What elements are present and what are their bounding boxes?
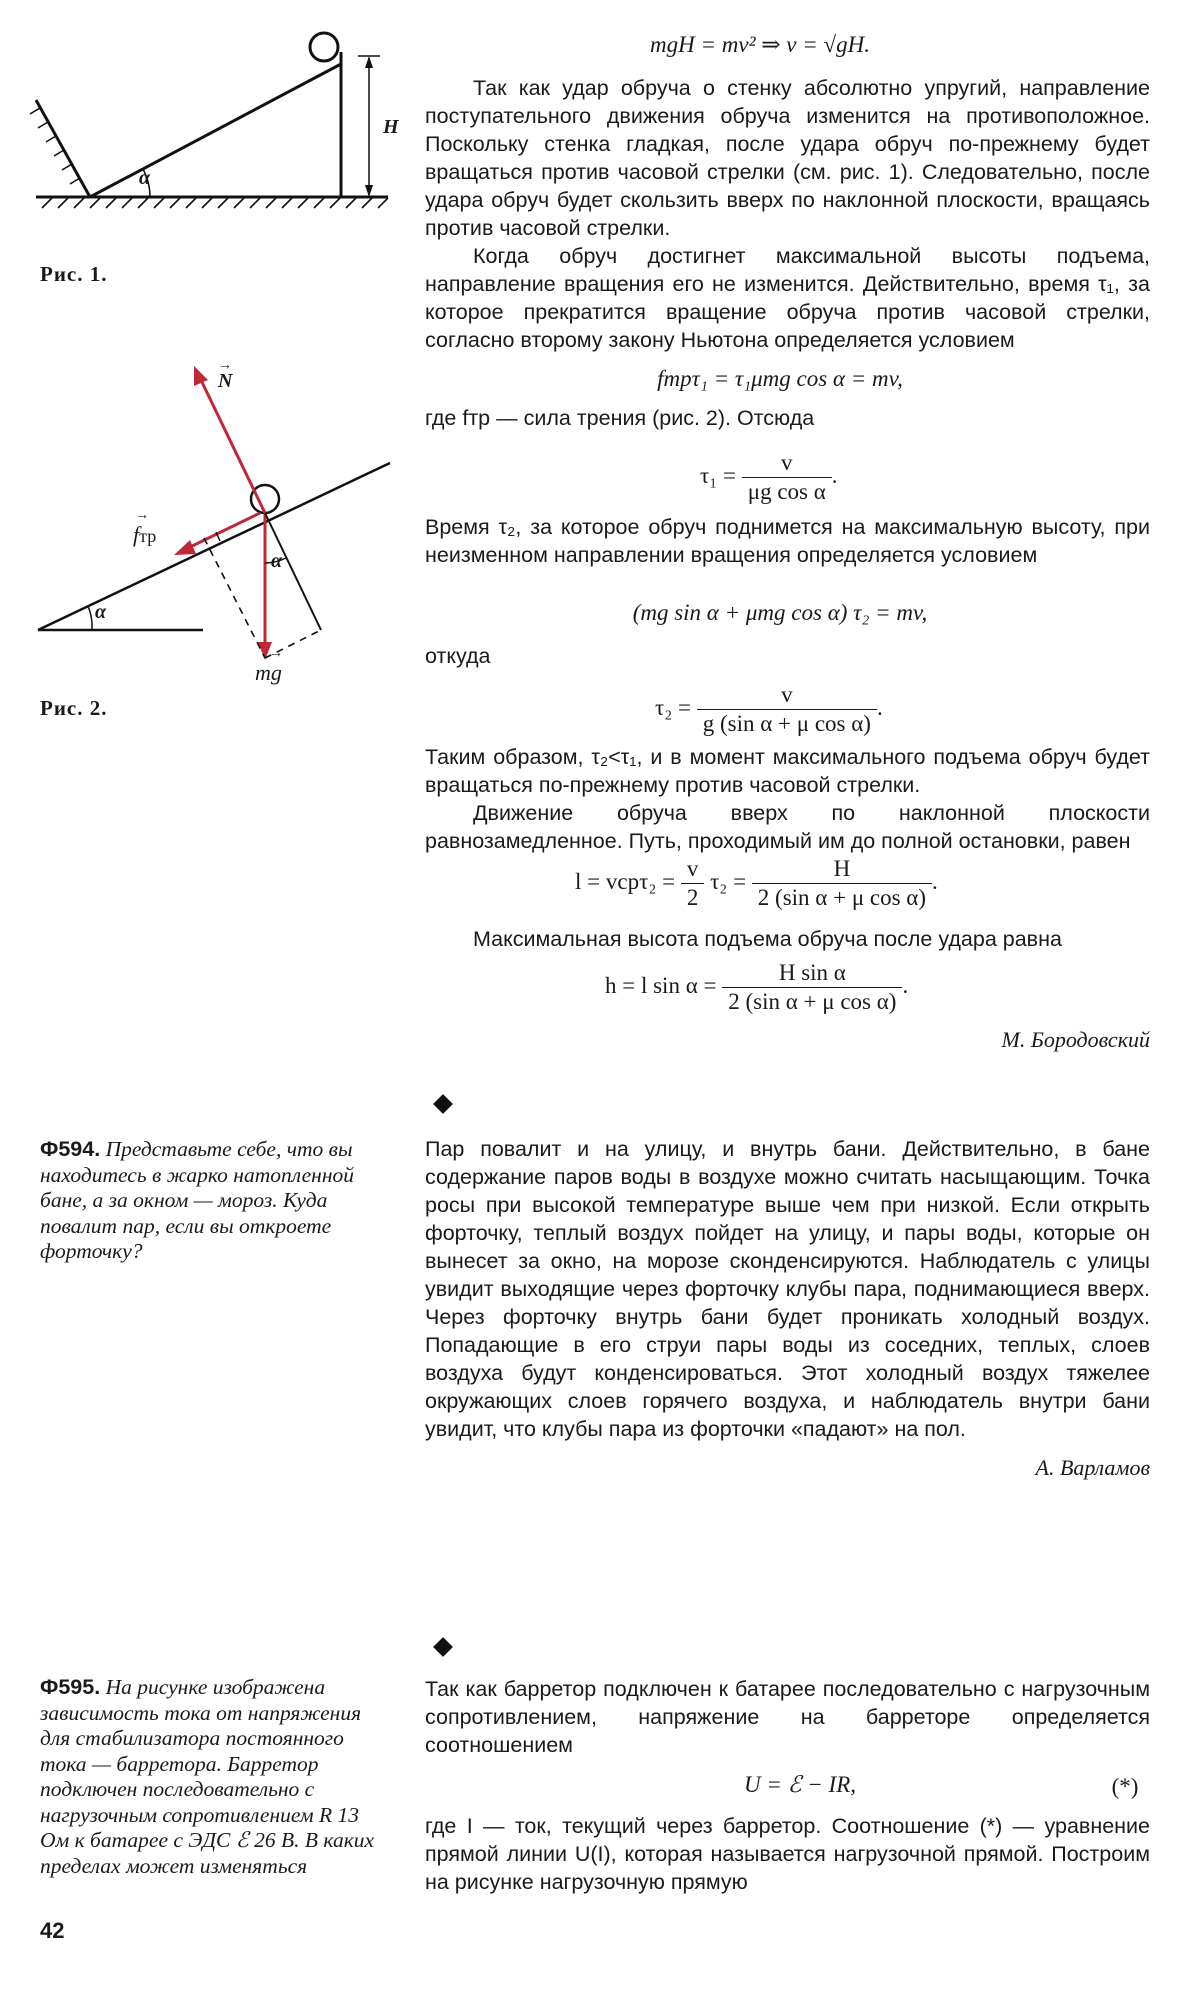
solution-p6: Таким образом, τ₂<τ₁, и в момент максимального подъема обруч будет вращаться по-прежнему против часовой стрелки. — [425, 745, 1150, 797]
diamond-marker-595 — [433, 1637, 453, 1657]
figure-1-caption: Рис. 1. — [40, 262, 108, 286]
formula-friction: fтрτ₁ = τ₁μmg cos α = mv, — [657, 366, 903, 391]
problem-595-answer-p2: где I — ток, текущий через барретор. Соотношение (*) — уравнение прямой линии U(I), которая называется нагрузочной прямой. Построим на рисунке нагрузочную прямую — [425, 1814, 1150, 1894]
fig2-label-ftr-sub: тр — [139, 526, 157, 546]
tau2-fraction — [697, 682, 877, 737]
l-den: 2 (sin α + μ cos α) — [752, 883, 932, 911]
formula-load-line: U = ℰ − IR, — [743, 1772, 857, 1797]
h-lhs: h = l sin α = — [605, 972, 717, 998]
problem-594-answer: Пар повалит и на улицу, и внутрь бани. Действительно, в бане содержание паров воды в воздухе можно считать насыщающим. Точка росы при высокой температуре выше чем при низкой. Если открыть форточку, теплый воздух пойдет на улицу, и пары воды, которые он вынесет за окно, на морозе сконденсируются. Наблюдатель с улицы увидит выходящие через форточку клубы пара, поднимающиеся вверх. Через форточку внутрь бани будет проникать холодный воздух. Попадающие в его струи пары воды из соседних, теплых, слоев воздуха будут конденсироваться. Этот холодный воздух тяжелее окружающих слоев горячего воздуха, и наблюдатель внутри бани увидит, что клубы пара из форточки «падают» на пол. — [425, 1137, 1150, 1441]
h-num: H sin α — [778, 960, 846, 985]
formula-tau1: τ₁ = $\frac{v}{\text{μg cos α}}$ . — [700, 450, 838, 504]
fig1-label-H: H — [383, 116, 399, 138]
problem-595-label: Ф595. — [40, 1675, 101, 1699]
problem-595-text: На рисунке изображена зависимость тока от напряжения для стабилизатора постоянного тока — барретора. Барретор подключен последовательно с нагрузочным сопротивлением R 13 Ом к батарее с ЭДС ℰ 26 В. В каких пределах может изменяться — [40, 1675, 375, 1878]
tau1-fraction — [742, 450, 832, 505]
solution-p3: где fтр — сила трения (рис. 2). Отсюда — [425, 406, 815, 430]
fig2-label-ftr-f: f — [133, 522, 140, 547]
solution-p7: Движение обруча вверх по наклонной плоскости равнозамедленное. Путь, проходимый им до полной остановки, равен — [425, 801, 1150, 853]
tau2-den: g (sin α + μ cos α) — [697, 709, 877, 737]
h-fraction — [722, 960, 902, 1015]
l-lhs: l = vсрτ₂ = — [575, 868, 676, 894]
formula-height-h: h = l sin α = $\frac{\text{H sin α}}{\text{2 (sin α + μ cos α)}}$ . — [605, 960, 909, 1014]
problem-595-statement — [40, 1675, 385, 1879]
problem-595-answer-p1: Так как барретор подключен к батарее последовательно с нагрузочным сопротивлением, напряжение на барреторе определяется соотношением — [425, 1677, 1150, 1757]
fig2-label-ftr: → fтр — [133, 508, 157, 547]
solution-p8: Максимальная высота подъема обруча после удара равна — [473, 927, 1062, 951]
formula-energy: mgH = mv² ⇒ v = √gH. — [650, 32, 870, 57]
solution-p4: Время τ₂, за которое обруч поднимется на максимальную высоту, при неизменном направлении вращения определяется условием — [425, 515, 1150, 567]
solution-p2: Когда обруч достигнет максимальной высоты подъема, направление вращения его не изменится. Действительно, время τ₁, за которое прекратится вращение обруча против часовой стрелки, согласно второму закону Ньютона определяется условием — [425, 244, 1150, 352]
tau2-num: v — [781, 682, 793, 707]
fig2-label-mg-text: mg — [255, 660, 282, 685]
problem-594-label: Ф594. — [40, 1137, 101, 1161]
l-mid-den: 2 — [681, 883, 705, 911]
tau1-lhs: τ₁ = — [700, 462, 736, 488]
problem-594-text: Представьте себе, что вы находитесь в жарко натопленной бане, а за окном — мороз. Куда повалит пар, если вы откроете форточку? — [40, 1137, 355, 1263]
solution-text-block-1 — [425, 74, 1150, 354]
formula-tau2: τ₂ = $\frac{v}{\text{g (sin α + μ cos α)}}$ . — [655, 682, 883, 736]
fig2-label-N-text: N — [218, 370, 233, 392]
h-den: 2 (sin α + μ cos α) — [722, 987, 902, 1015]
tau1-num: v — [781, 450, 793, 475]
figure-2-forces — [28, 358, 408, 688]
solution-p1: Так как удар обруча о стенку абсолютно упругий, направление поступательного движения обруча изменится на противоположное. Поскольку стенка гладкая, после удара обруч по-прежнему будет вращаться против часовой стрелки (см. рис. 1). Следовательно, после удара обруч будет скользить вверх по наклонной плоскости, вращаясь против часовой стрелки. — [425, 76, 1150, 240]
l-mid-tail: τ₂ = — [710, 868, 747, 894]
page-number: 42 — [40, 1918, 65, 1943]
l-fraction — [752, 856, 932, 911]
solution-p5: откуда — [425, 644, 491, 668]
fig1-label-alpha: α — [139, 167, 151, 189]
formula-tau2-condition: (mg sin α + μmg cos α) τ₂ = mv, — [632, 600, 928, 625]
fig2-label-alpha-a: α — [95, 601, 107, 623]
formula-path-l: l = vсрτ₂ = $\frac{v}{2}$ τ₂ = $\frac{H}{\text{2 (sin α + μ cos α)}}$ . — [575, 856, 938, 910]
fig2-label-alpha-b: α — [271, 550, 283, 572]
problem-594-statement — [40, 1137, 385, 1265]
fig2-label-N: → N — [218, 358, 233, 392]
l-num: H — [833, 856, 851, 881]
figure-2-caption: Рис. 2. — [40, 696, 108, 720]
figure-1-incline — [28, 22, 408, 212]
fig2-label-mg: → mg — [255, 646, 283, 685]
formula-tag: (*) — [1111, 1774, 1139, 1799]
diamond-marker-594 — [433, 1094, 453, 1114]
solution-text-block-2 — [425, 743, 1150, 855]
tau1-den: μg cos α — [742, 477, 832, 505]
tau2-lhs: τ₂ = — [655, 694, 691, 720]
signature-varlamov: А. Варламов — [1035, 1455, 1150, 1480]
l-mid-fraction — [681, 856, 705, 911]
signature-borodovsky: М. Бородовский — [1001, 1027, 1150, 1052]
l-mid-num: v — [686, 856, 699, 881]
